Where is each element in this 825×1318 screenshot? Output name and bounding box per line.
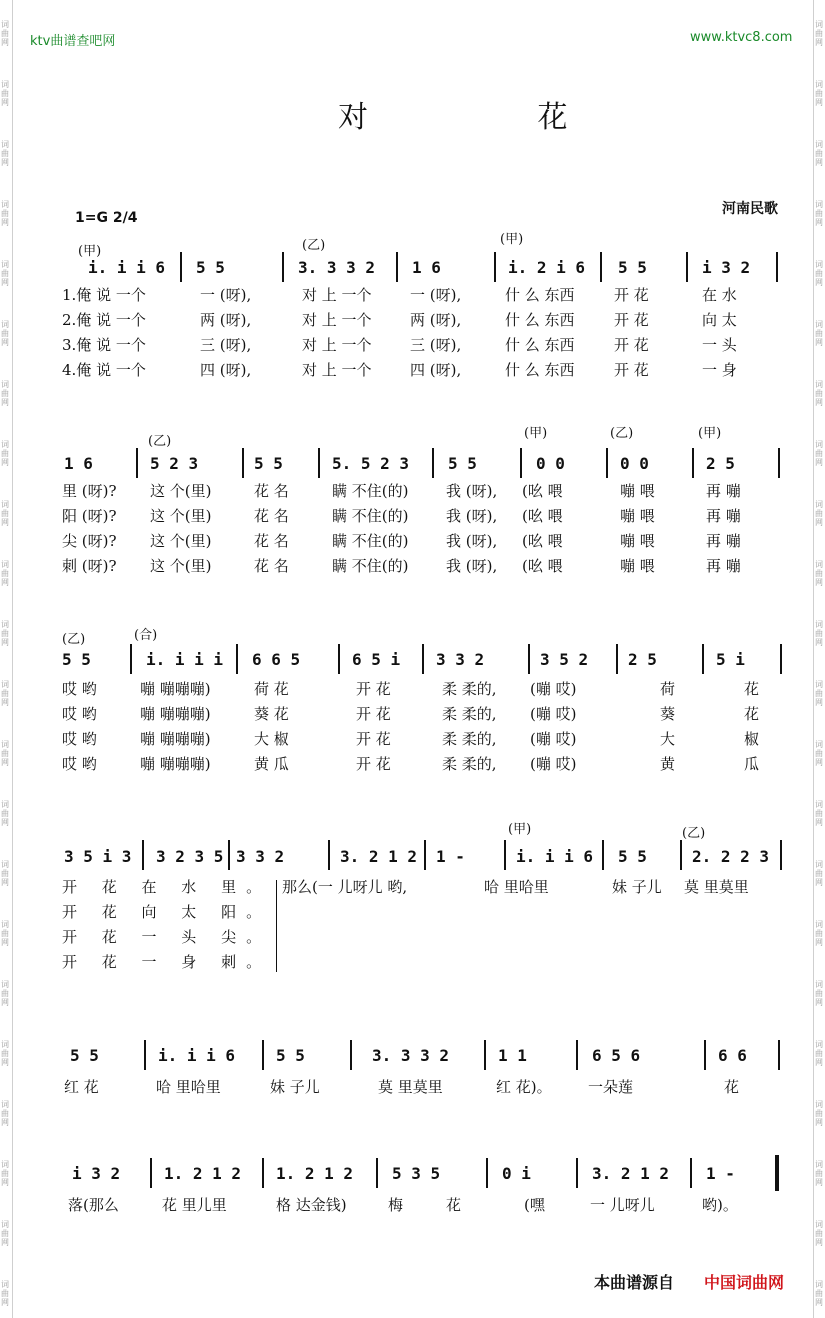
lyric: 我 (呀),	[446, 557, 498, 575]
note-group: 3 3 2	[236, 847, 285, 866]
barline	[780, 644, 782, 674]
notation-row	[0, 1164, 825, 1188]
lyric: 瓜	[744, 755, 760, 773]
lyric: 我 (呀),	[446, 482, 498, 500]
barline	[130, 644, 132, 674]
barline	[486, 1158, 488, 1188]
watermark-text: 词 曲 网	[815, 260, 823, 287]
barline	[144, 1040, 146, 1070]
lyric: 开 花	[614, 311, 649, 329]
barline	[606, 448, 608, 478]
lyric: 再 嘣	[706, 532, 741, 550]
note-group: 6 6	[718, 1046, 747, 1065]
note-group: 6 5 i	[352, 650, 401, 669]
note-group: 3. 2 1 2	[340, 847, 418, 866]
notation-row	[0, 258, 825, 282]
lyric: 刺 (呀)?	[62, 557, 117, 575]
lyric: 3.俺 说 一个	[62, 336, 146, 354]
note-group: 5 3 5	[392, 1164, 441, 1183]
watermark-text: 词 曲 网	[815, 860, 823, 887]
lyric-row	[0, 951, 825, 975]
lyric: 妹 子儿	[612, 878, 662, 896]
lyric: 花	[724, 1078, 740, 1096]
notation-row	[0, 454, 825, 478]
lyric: 椒	[744, 730, 760, 748]
lyric: 对 上 一个	[302, 336, 372, 354]
watermark-text: 词 曲 网	[1, 260, 9, 287]
watermark-text: 词 曲 网	[1, 440, 9, 467]
lyric: (吆 喂	[522, 482, 563, 500]
lyric: 花 名	[254, 482, 289, 500]
watermark-text: 词 曲 网	[815, 920, 823, 947]
song-origin: 河南民歌	[722, 201, 778, 217]
watermark-text: 词 曲 网	[1, 740, 9, 767]
voice-mark: (乙)	[610, 426, 634, 441]
lyric: 两 (呀),	[410, 311, 462, 329]
lyric: 柔 柔的,	[442, 680, 497, 698]
lyric: 哈 里哈里	[156, 1078, 221, 1096]
lyric-row	[0, 530, 825, 554]
lyric-row	[0, 728, 825, 752]
lyric: 嘣 喂	[620, 507, 655, 525]
watermark-text: 词 曲 网	[815, 380, 823, 407]
note-group: 3 2 3 5	[156, 847, 224, 866]
lyric: 嘣 嘣嘣嘣)	[140, 705, 211, 723]
note-group: 5 5	[254, 454, 283, 473]
barline	[778, 1040, 780, 1070]
note-group: i. i i 6	[88, 258, 166, 277]
note-group: i. i i i	[146, 650, 224, 669]
lyric: 妹 子儿	[270, 1078, 320, 1096]
barline	[704, 1040, 706, 1070]
lyric: 什 么 东西	[505, 336, 575, 354]
lyric: 一朵莲	[588, 1078, 634, 1096]
lyric: 开 花	[356, 730, 391, 748]
watermark-text: 词 曲 网	[1, 200, 9, 227]
note-group: 5 i	[716, 650, 745, 669]
lyric: 花	[744, 680, 760, 698]
lyric-row	[0, 1076, 825, 1100]
lyric: 一 (呀),	[410, 286, 462, 304]
barline	[692, 448, 694, 478]
note-group: 3. 2 1 2	[592, 1164, 670, 1183]
lyric: 开 花	[614, 336, 649, 354]
note-group: 6 5 6	[592, 1046, 641, 1065]
lyric: (吆 喂	[522, 532, 563, 550]
lyric-row	[0, 703, 825, 727]
lyric: 一 头	[702, 336, 737, 354]
barline	[680, 840, 682, 870]
barline	[328, 840, 330, 870]
watermark-text: 词 曲 网	[815, 80, 823, 107]
barline	[228, 840, 230, 870]
lyric: 两 (呀),	[200, 311, 252, 329]
voice-mark: (乙)	[148, 434, 172, 449]
watermark-text: 词 曲 网	[1, 320, 9, 347]
note-group: 5 5	[618, 847, 647, 866]
voice-mark: (甲)	[508, 822, 532, 837]
barline	[422, 644, 424, 674]
note-group: i. 2 i 6	[508, 258, 586, 277]
voice-mark: (合)	[134, 628, 158, 643]
lyric: 葵	[660, 705, 676, 723]
watermark-text: 词 曲 网	[815, 200, 823, 227]
barline	[262, 1040, 264, 1070]
note-group: 5 5	[448, 454, 477, 473]
lyric: 这 个(里)	[150, 557, 212, 575]
site-url-right[interactable]: www.ktvc8.com	[690, 30, 793, 45]
note-group: 1 1	[498, 1046, 527, 1065]
lyric: (嘣 哎)	[530, 730, 577, 748]
final-barline	[775, 1155, 779, 1191]
note-group: i. i i 6	[516, 847, 594, 866]
barline	[136, 448, 138, 478]
barline	[432, 448, 434, 478]
lyric: 黄	[660, 755, 676, 773]
watermark-text: 词 曲 网	[1, 1280, 9, 1307]
source-label: 本曲谱源自	[594, 1273, 675, 1292]
barline	[318, 448, 320, 478]
note-group: 3 3 2	[436, 650, 485, 669]
lyric-row	[0, 901, 825, 925]
voice-mark: (甲)	[698, 426, 722, 441]
barline	[528, 644, 530, 674]
lyric: (吆 喂	[522, 507, 563, 525]
lyric: 嘣 嘣嘣嘣)	[140, 680, 211, 698]
lyric: 莫 里莫里	[378, 1078, 443, 1096]
lyric: 再 嘣	[706, 557, 741, 575]
watermark-text: 词 曲 网	[815, 440, 823, 467]
note-group: 1 -	[436, 847, 465, 866]
watermark-text: 词 曲 网	[815, 560, 823, 587]
barline	[776, 252, 778, 282]
lyric: 嘣 嘣嘣嘣)	[140, 755, 211, 773]
verse-bracket	[276, 880, 277, 972]
barline	[778, 448, 780, 478]
lyric: 柔 柔的,	[442, 730, 497, 748]
lyric: 1.俺 说 一个	[62, 286, 146, 304]
note-group: 2 5	[628, 650, 657, 669]
lyric-row	[0, 309, 825, 333]
lyric: 对 上 一个	[302, 361, 372, 379]
watermark-text: 词 曲 网	[815, 320, 823, 347]
lyric: 一 儿呀儿	[590, 1196, 655, 1214]
lyric: 对 上 一个	[302, 286, 372, 304]
barline	[780, 840, 782, 870]
barline	[262, 1158, 264, 1188]
note-group: 2. 2 2 3	[692, 847, 770, 866]
barline	[282, 252, 284, 282]
barline	[142, 840, 144, 870]
lyric: 一 身	[702, 361, 737, 379]
lyric: 开 花	[356, 705, 391, 723]
note-group: 1 6	[64, 454, 93, 473]
lyric: 瞒 不住(的)	[332, 482, 409, 500]
barline	[520, 448, 522, 478]
lyric: 瞒 不住(的)	[332, 532, 409, 550]
lyric-row	[0, 505, 825, 529]
voice-mark: (乙)	[62, 632, 86, 647]
lyric: 2.俺 说 一个	[62, 311, 146, 329]
lyric: 开 花 一 头 尖。	[62, 928, 272, 946]
barline	[494, 252, 496, 282]
voice-marks	[0, 818, 825, 842]
note-group: 2 5	[706, 454, 735, 473]
note-group: 0 i	[502, 1164, 531, 1183]
lyric: 向 太	[702, 311, 737, 329]
barline	[396, 252, 398, 282]
lyric: (吆 喂	[522, 557, 563, 575]
barline	[376, 1158, 378, 1188]
watermark-text: 词 曲 网	[815, 620, 823, 647]
watermark-text: 词 曲 网	[1, 140, 9, 167]
lyric: 在 水	[702, 286, 737, 304]
lyric: (嘣 哎)	[530, 755, 577, 773]
lyric: 柔 柔的,	[442, 755, 497, 773]
watermark-text: 词 曲 网	[1, 620, 9, 647]
lyric: 再 嘣	[706, 482, 741, 500]
lyric: 葵 花	[254, 705, 289, 723]
voice-marks	[0, 426, 825, 454]
lyric: 嘣 嘣嘣嘣)	[140, 730, 211, 748]
lyric: 开 花	[614, 361, 649, 379]
lyric: 瞒 不住(的)	[332, 507, 409, 525]
lyric: 对 上 一个	[302, 311, 372, 329]
note-group: 3 5 i 3	[64, 847, 132, 866]
watermark-text: 词 曲 网	[1, 380, 9, 407]
voice-mark: (乙)	[682, 826, 706, 841]
barline	[600, 252, 602, 282]
watermark-text: 词 曲 网	[815, 1160, 823, 1187]
lyric: 大	[660, 730, 676, 748]
barline	[150, 1158, 152, 1188]
note-group: 5 5	[62, 650, 91, 669]
lyric: 荷	[660, 680, 676, 698]
voice-mark: (甲)	[500, 232, 524, 247]
barline	[424, 840, 426, 870]
note-group: 3. 3 3 2	[298, 258, 376, 277]
watermark-text: 词 曲 网	[815, 800, 823, 827]
watermark-text: 词 曲 网	[815, 500, 823, 527]
barline	[576, 1158, 578, 1188]
lyric: 大 椒	[254, 730, 289, 748]
barline	[484, 1040, 486, 1070]
lyric: 花 里儿里	[162, 1196, 227, 1214]
note-group: i. i i 6	[158, 1046, 236, 1065]
lyric-row	[0, 1194, 825, 1218]
voice-mark: (甲)	[78, 244, 102, 259]
note-group: i 3 2	[72, 1164, 121, 1183]
watermark-text: 词 曲 网	[1, 1220, 9, 1247]
watermark-text: 词 曲 网	[1, 980, 9, 1007]
watermark-text: 词 曲 网	[815, 1220, 823, 1247]
lyric: 这 个(里)	[150, 482, 212, 500]
lyric: 哎 哟	[62, 705, 97, 723]
watermark-text: 词 曲 网	[1, 560, 9, 587]
lyric: (嘿	[524, 1196, 545, 1214]
lyric: 嘣 喂	[620, 557, 655, 575]
lyric: 瞒 不住(的)	[332, 557, 409, 575]
key-signature: 1=G 2/4	[75, 210, 138, 226]
barline	[180, 252, 182, 282]
lyric: 阳 (呀)?	[62, 507, 117, 525]
lyric: 莫 里莫里	[684, 878, 749, 896]
lyric: 嘣 喂	[620, 482, 655, 500]
lyric: 红 花)。	[496, 1078, 552, 1096]
lyric: 黄 瓜	[254, 755, 289, 773]
lyric: 我 (呀),	[446, 507, 498, 525]
lyric: 再 嘣	[706, 507, 741, 525]
watermark-text: 词 曲 网	[1, 860, 9, 887]
note-group: 3 5 2	[540, 650, 589, 669]
watermark-text: 词 曲 网	[1, 1040, 9, 1067]
lyric: 哈 里哈里	[484, 878, 549, 896]
lyric: 开 花	[356, 755, 391, 773]
lyric: 嘣 喂	[620, 532, 655, 550]
watermark-text: 词 曲 网	[1, 800, 9, 827]
lyric: 4.俺 说 一个	[62, 361, 146, 379]
lyric: 格 达金钱)	[276, 1196, 347, 1214]
watermark-text: 词 曲 网	[815, 1280, 823, 1307]
lyric: 我 (呀),	[446, 532, 498, 550]
note-group: 5 5	[276, 1046, 305, 1065]
watermark-text: 词 曲 网	[815, 140, 823, 167]
barline	[686, 252, 688, 282]
note-group: 5 5	[618, 258, 647, 277]
watermark-text: 词 曲 网	[1, 920, 9, 947]
barline	[504, 840, 506, 870]
note-group: 1. 2 1 2	[164, 1164, 242, 1183]
lyric: 花 名	[254, 557, 289, 575]
lyric: (嘣 哎)	[530, 680, 577, 698]
lyric: 一 (呀),	[200, 286, 252, 304]
lyric: 花	[446, 1196, 462, 1214]
barline	[602, 840, 604, 870]
note-group: 0 0	[536, 454, 565, 473]
lyric-row	[0, 555, 825, 579]
lyric: 这 个(里)	[150, 532, 212, 550]
source-site-link[interactable]: 中国词曲网	[704, 1273, 785, 1292]
barline	[350, 1040, 352, 1070]
note-group: i 3 2	[702, 258, 751, 277]
barline	[702, 644, 704, 674]
lyric: 红 花	[64, 1078, 99, 1096]
lyric: 花	[744, 705, 760, 723]
watermark-text: 词 曲 网	[815, 20, 823, 47]
watermark-text: 词 曲 网	[815, 980, 823, 1007]
site-name-left[interactable]: ktv曲谱查吧网	[30, 34, 116, 49]
barline	[338, 644, 340, 674]
lyric-row	[0, 753, 825, 777]
lyric: 什 么 东西	[505, 311, 575, 329]
lyric: 开 花	[356, 680, 391, 698]
lyric: 什 么 东西	[505, 361, 575, 379]
lyric: 落(那么	[68, 1196, 119, 1214]
note-group: 3. 3 3 2	[372, 1046, 450, 1065]
lyric: 四 (呀),	[200, 361, 252, 379]
barline	[690, 1158, 692, 1188]
note-group: 0 0	[620, 454, 649, 473]
lyric: 哎 哟	[62, 680, 97, 698]
lyric: 三 (呀),	[410, 336, 462, 354]
note-group: 1 -	[706, 1164, 735, 1183]
watermark-text: 词 曲 网	[1, 1100, 9, 1127]
watermark-text: 词 曲 网	[1, 80, 9, 107]
note-group: 5 2 3	[150, 454, 199, 473]
lyric-row	[0, 334, 825, 358]
lyric-row	[0, 876, 825, 900]
lyric-row	[0, 678, 825, 702]
watermark-text: 词 曲 网	[815, 680, 823, 707]
lyric: 什 么 东西	[505, 286, 575, 304]
watermark-text: 词 曲 网	[1, 680, 9, 707]
lyric-row	[0, 284, 825, 308]
lyric: 四 (呀),	[410, 361, 462, 379]
lyric: 这 个(里)	[150, 507, 212, 525]
voice-mark: (乙)	[302, 238, 326, 253]
barline	[242, 448, 244, 478]
lyric: 开 花 一 身 刺。	[62, 953, 272, 971]
note-group: 5 5	[196, 258, 225, 277]
lyric: 荷 花	[254, 680, 289, 698]
lyric: 三 (呀),	[200, 336, 252, 354]
lyric: 哎 哟	[62, 755, 97, 773]
watermark-text: 词 曲 网	[1, 500, 9, 527]
song-title: 对 花	[338, 100, 648, 135]
watermark-text: 词 曲 网	[815, 1100, 823, 1127]
lyric: 柔 柔的,	[442, 705, 497, 723]
lyric: 花 名	[254, 507, 289, 525]
lyric: 里 (呀)?	[62, 482, 117, 500]
note-group: 1. 2 1 2	[276, 1164, 354, 1183]
lyric: (嘣 哎)	[530, 705, 577, 723]
notation-row	[0, 1046, 825, 1070]
lyric: 开 花 向 太 阳。	[62, 903, 272, 921]
lyric: 梅	[388, 1196, 404, 1214]
voice-mark: (甲)	[524, 426, 548, 441]
lyric: 尖 (呀)?	[62, 532, 117, 550]
lyric: 花 名	[254, 532, 289, 550]
watermark-text: 词 曲 网	[815, 1040, 823, 1067]
lyric-row	[0, 480, 825, 504]
watermark-text: 词 曲 网	[1, 20, 9, 47]
note-group: 5. 5 2 3	[332, 454, 410, 473]
watermark-text: 词 曲 网	[815, 740, 823, 767]
notation-row	[0, 847, 825, 871]
lyric-row	[0, 359, 825, 383]
lyric: 开 花	[614, 286, 649, 304]
lyric: 开 花 在 水 里。	[62, 878, 272, 896]
lyric: 那么(一 儿呀儿 哟,	[282, 878, 408, 896]
barline	[236, 644, 238, 674]
watermark-text: 词 曲 网	[1, 1160, 9, 1187]
note-group: 6 6 5	[252, 650, 301, 669]
barline	[576, 1040, 578, 1070]
barline	[616, 644, 618, 674]
lyric: 哎 哟	[62, 730, 97, 748]
note-group: 1 6	[412, 258, 441, 277]
note-group: 5 5	[70, 1046, 99, 1065]
lyric: 哟)。	[702, 1196, 738, 1214]
lyric-row	[0, 926, 825, 950]
